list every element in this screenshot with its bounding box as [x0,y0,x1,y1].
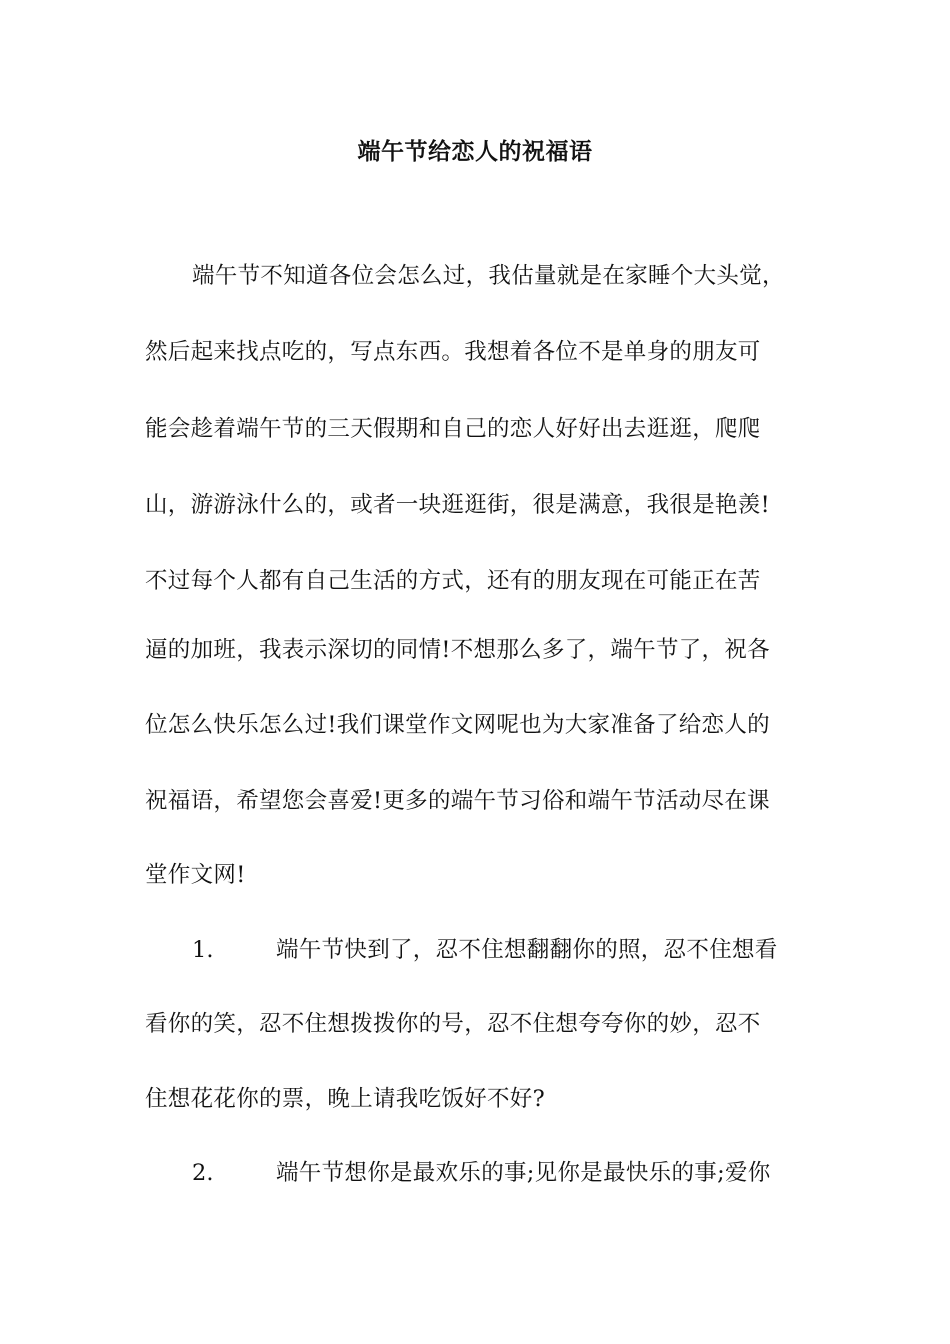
intro-line-8: 祝福语，希望您会喜爱!更多的端午节习俗和端午节活动尽在课 [145,788,770,814]
list-item-1-first-line: 端午节快到了，忍不住想翻翻你的照，忍不住想看 [276,937,778,963]
intro-line-2: 然后起来找点吃的，写点东西。我想着各位不是单身的朋友可 [145,339,761,365]
intro-line-1: 端午节不知道各位会怎么过，我估量就是在家睡个大头觉， [192,263,785,289]
list-item-1-line-3: 住想花花你的票，晚上请我吃饭好不好? [145,1086,545,1112]
intro-line-5: 不过每个人都有自己生活的方式，还有的朋友现在可能正在苦 [145,568,761,594]
list-item-2-number: 2. [192,1160,214,1186]
intro-line-9: 堂作文网! [145,862,246,888]
intro-line-4: 山，游游泳什么的，或者一块逛逛街，很是满意，我很是艳羡! [145,492,770,518]
intro-line-3: 能会趁着端午节的三天假期和自己的恋人好好出去逛逛，爬爬 [145,416,761,442]
document-title: 端午节给恋人的祝福语 [357,138,593,165]
list-item-1-number: 1. [192,937,214,963]
intro-line-7: 位怎么快乐怎么过!我们课堂作文网呢也为大家准备了给恋人的 [145,712,770,738]
list-item-2-first-line: 端午节想你是最欢乐的事;见你是最快乐的事;爱你 [276,1160,771,1186]
intro-line-6: 逼的加班，我表示深切的同情!不想那么多了，端午节了，祝各 [145,637,770,663]
list-item-1-line-2: 看你的笑，忍不住想拨拨你的号，忍不住想夸夸你的妙，忍不 [145,1011,761,1037]
